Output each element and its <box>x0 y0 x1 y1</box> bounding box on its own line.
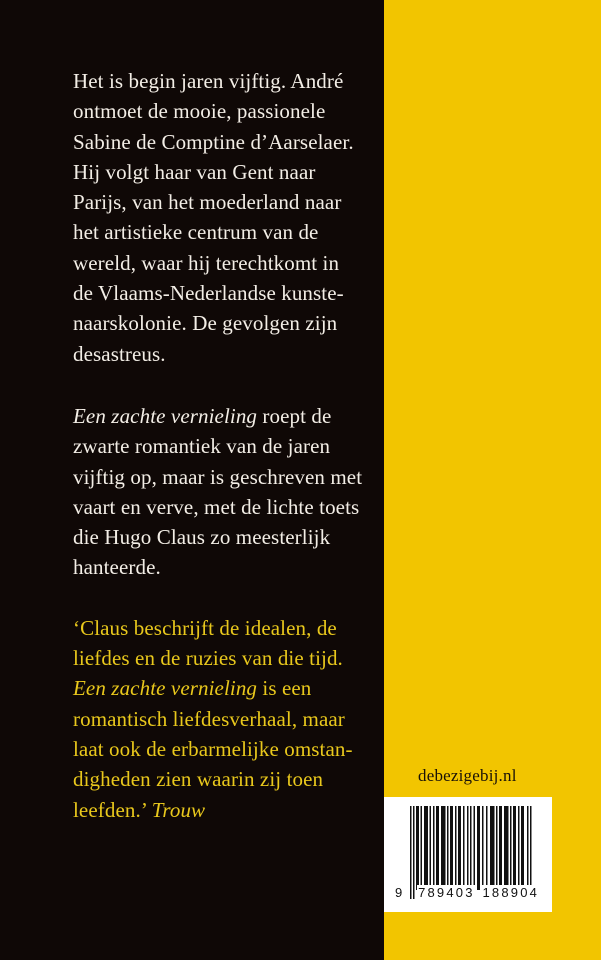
text-line: romantisch liefdesverhaal, maar <box>73 706 345 731</box>
quote-source: Trouw <box>151 797 206 822</box>
text-line: wereld, waar hij terechtkomt in <box>73 250 340 275</box>
text-fragment: is een <box>257 676 312 701</box>
isbn-barcode <box>384 797 552 912</box>
isbn-number <box>394 885 540 900</box>
blurb-text <box>73 66 393 857</box>
text-line: Het is begin jaren vijftig. André <box>73 69 344 93</box>
text-line: de Vlaams-Nederlandse kunste- <box>73 281 344 306</box>
text-line: Hij volgt haar van Gent naar <box>73 159 316 184</box>
text-line: Sabine de Comptine d’Aarselaer. <box>73 129 354 154</box>
isbn-group-1: 789403 <box>418 885 475 900</box>
text-line <box>73 401 393 431</box>
book-title-italic: Een zachte vernieling <box>73 403 258 428</box>
text-line: het artistieke centrum van de <box>73 220 319 245</box>
text-line: vijftig op, maar is geschreven met <box>73 464 363 489</box>
text-line: vaart en verve, met de lichte toets <box>73 494 360 519</box>
text-line: hanteerde. <box>73 555 161 580</box>
text-line: die Hugo Claus zo meesterlijk <box>73 525 331 550</box>
text-line: liefdes en de ruzies van die tijd. <box>73 646 343 671</box>
text-line: zwarte romantiek van de jaren <box>73 434 331 459</box>
text-line: ontmoet de mooie, passionele <box>73 99 326 124</box>
text-line: digheden zien waarin zij toen <box>73 767 324 792</box>
text-fragment: leefden.’ <box>73 797 152 822</box>
isbn-lead-digit: 9 <box>395 885 405 900</box>
text-line: ‘Claus beschrijft de idealen, de <box>73 615 337 640</box>
text-line: Parijs, van het moederland naar <box>73 190 342 215</box>
text-line: naarskolonie. De gevolgen zijn <box>73 311 338 336</box>
review-quote <box>73 613 393 825</box>
blurb-paragraph-2 <box>73 401 393 583</box>
text-line <box>73 795 393 825</box>
blurb-paragraph-1 <box>73 66 393 369</box>
text-fragment: roept de <box>257 403 332 428</box>
text-line: desastreus. <box>73 341 166 366</box>
publisher-url: debezigebij.nl <box>418 766 517 785</box>
text-line: laat ook de erbarmelijke omstan- <box>73 736 353 761</box>
isbn-group-2: 188904 <box>482 885 540 900</box>
book-title-italic: Een zachte vernieling <box>73 676 258 701</box>
text-line <box>73 673 393 703</box>
